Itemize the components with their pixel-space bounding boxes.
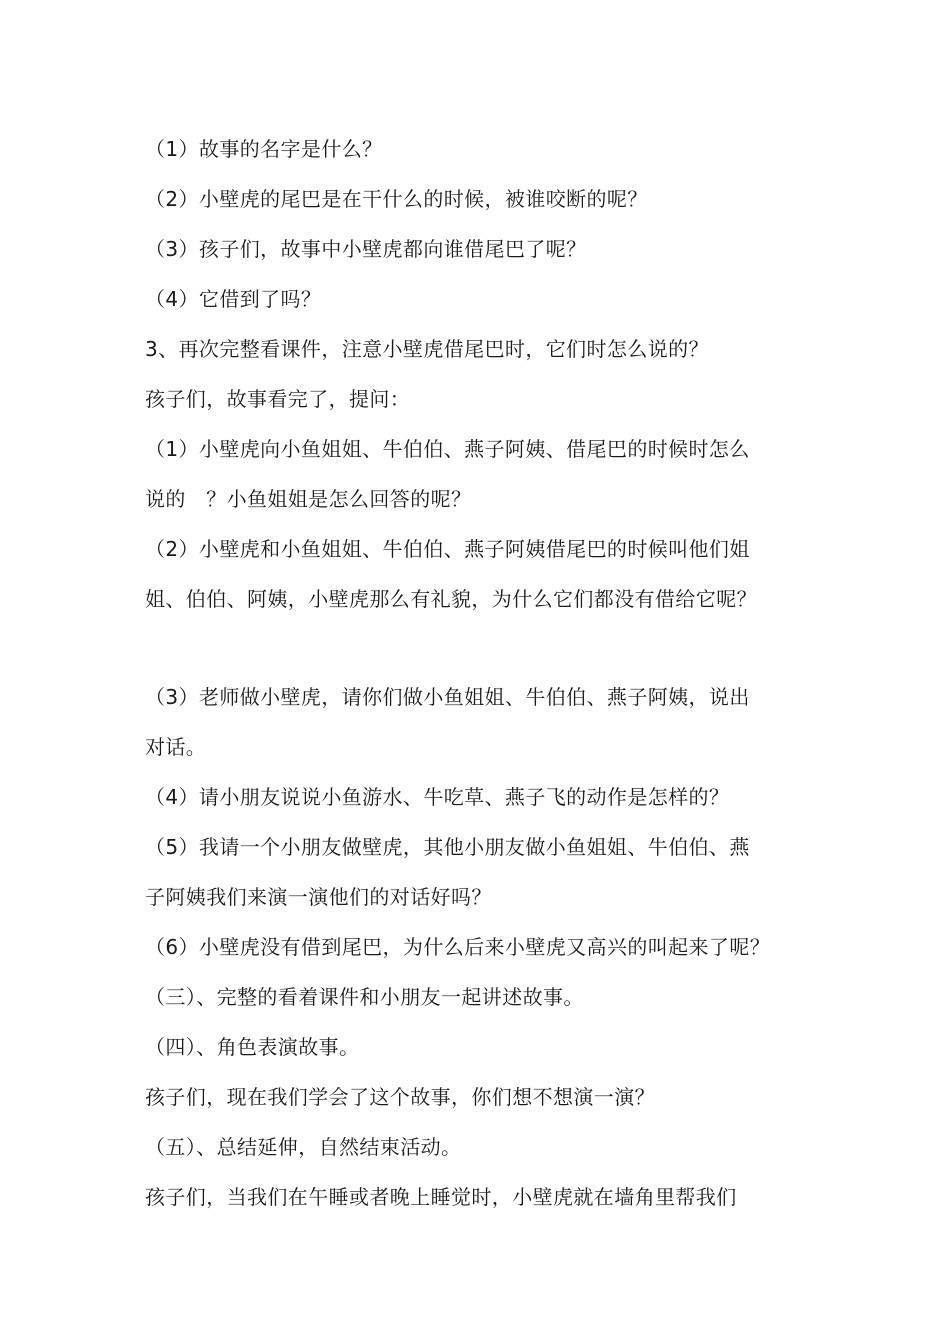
text-line: （3）老师做小壁虎，请你们做小鱼姐姐、牛伯伯、燕子阿姨，说出 [145, 685, 750, 709]
text-line: （1）故事的名字是什么？ [145, 137, 383, 161]
text-line: （2）小壁虎和小鱼姐姐、牛伯伯、燕子阿姨借尾巴的时候叫他们姐 [145, 537, 750, 561]
text-line: （1）小壁虎向小鱼姐姐、牛伯伯、燕子阿姨、借尾巴的时候时怎么 [145, 437, 750, 461]
text-line: 3、再次完整看课件，注意小壁虎借尾巴时，它们时怎么说的？ [145, 337, 709, 361]
text-line: （五）、总结延伸，自然结束活动。 [145, 1135, 462, 1159]
text-line: 孩子们，当我们在午睡或者晚上睡觉时，小壁虎就在墙角里帮我们 [145, 1185, 737, 1209]
text-line: 子阿姨我们来演一演他们的对话好吗？ [145, 885, 492, 909]
text-line: （4）请小朋友说说小鱼游水、牛吃草、燕子飞的动作是怎样的？ [145, 785, 730, 809]
text-line: （6）小壁虎没有借到尾巴，为什么后来小壁虎又高兴的叫起来了呢？ [145, 935, 771, 959]
text-line: 孩子们，故事看完了，提问： [145, 387, 411, 411]
text-line: （2）小壁虎的尾巴是在干什么的时候，被谁咬断的呢？ [145, 187, 648, 211]
text-line: （5）我请一个小朋友做壁虎，其他小朋友做小鱼姐姐、牛伯伯、燕 [145, 835, 750, 859]
text-line: 姐、伯伯、阿姨，小壁虎那么有礼貌，为什么它们都没有借给它呢？ [145, 587, 757, 611]
text-line: 说的 ？小鱼姐姐是怎么回答的呢？ [145, 487, 472, 511]
text-line: （4）它借到了吗？ [145, 287, 322, 311]
text-line: （四）、角色表演故事。 [145, 1035, 360, 1059]
text-line: （3）孩子们，故事中小壁虎都向谁借尾巴了呢？ [145, 237, 587, 261]
text-line: （三）、完整的看着课件和小朋友一起讲述故事。 [145, 985, 584, 1009]
text-line: 孩子们，现在我们学会了这个故事，你们想不想演一演？ [145, 1085, 655, 1109]
text-line: 对话。 [145, 735, 207, 759]
